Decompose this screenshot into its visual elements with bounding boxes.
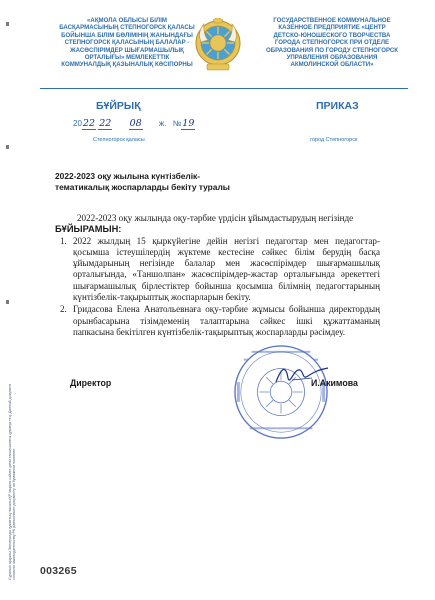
header-kz-line: «АҚМОЛА ОБЛЫСЫ БІЛІМ (87, 17, 167, 24)
header-ru-line: КАЗЕННОЕ ПРЕДПРИЯТИЕ «ЦЕНТР (278, 24, 386, 32)
header-kz-line: БАСҚАРМАСЫНЫҢ СТЕПНОГОРСК ҚАЛАСЫ (59, 24, 195, 32)
date-day: 22 (99, 118, 112, 129)
header-ru-organization (252, 17, 412, 69)
header-kz-line: СТЕПНОГОРСК ҚАЛАСЫНЫҢ БАЛАЛАР - (64, 39, 190, 47)
signer-name: И.Акимова (311, 378, 358, 388)
header-ru-line: АКМОЛИНСКОЙ ОБЛАСТИ» (290, 61, 374, 69)
header-kz-line: ОРТАЛЫҒЫ» МЕМЛЕКЕТТІК (84, 54, 170, 62)
header-kz-line: БОЙЫНША БІЛІМ БӨЛІМІНІҢ ЖАНЫНДАҒЫ (61, 31, 193, 39)
header-kz-organization (52, 17, 202, 69)
title-line: тематикалық жоспарларды бекіту туралы (55, 182, 230, 193)
kazakhstan-emblem-icon (193, 18, 243, 72)
serial-number: 003265 (40, 565, 77, 577)
header-ru-line: ГОРОДА СТЕПНОГОРСК ПРИ ОТДЕЛЕ (274, 39, 390, 47)
header-kz-line: ЖАСӨСПІРІМДЕР ШЫҒАРМАШЫЛЫҚ (70, 46, 184, 54)
place-ru: город Степногорск (310, 137, 358, 143)
header-ru-line: ДЕТСКО-ЮНОШЕСКОГО ТВОРЧЕСТВА (273, 31, 391, 39)
date-and-number (73, 118, 195, 130)
header-ru-line: УПРАВЛЕНИЯ ОБРАЗОВАНИЯ (286, 54, 378, 62)
side-legal-note: Сұраныс арқылы Электронды құжаттың нысаны ҚР заңына сәйкес қағаз тасығыштағы құжатқа тең. Данный документ согласно законодательству РК равнозначен документу на бумажном носителе. (8, 383, 17, 580)
title-line: 2022-2023 оқу жылына күнтізбелік- (55, 171, 201, 181)
item-text: 2022 жылдың 15 қыркүйегіне дейін негізгі педагогтар мен педагогтар-қосымша істеушілердің жүктеме кестесіне сәйкес білім берудің басқа ұйымдарының негізінде балалар мен жасөспірімдер шығармашылық орталығында, «Таншолпан» жасөспірімдер-жастар орталығында әрекеттегі шығармашылық бірлестіктер бойынша қосымша білімнің педагогтарының күнтізбелік-тақырыптық жоспарларын бекіту. (73, 235, 380, 303)
edge-mark (6, 300, 9, 304)
header-ru-line: ГОСУДАРСТВЕННОЕ КОММУНАЛЬНОЕ (273, 17, 391, 24)
item-number: 1. (60, 235, 67, 246)
document-type-kz: БҰЙРЫҚ (96, 100, 141, 112)
order-word: БҰЙЫРАМЫН: (55, 224, 122, 235)
header-ru-line: ОБРАЗОВАНИЯ ПО ГОРОДУ СТЕПНОГОРСК (265, 46, 399, 54)
header-divider (40, 88, 408, 89)
document-type-ru: ПРИКАЗ (316, 100, 359, 112)
header-kz-line: КОММУНАЛДЫҚ ҚАЗЫНАЛЫҚ КӘСІПОРНЫ (61, 61, 193, 69)
item-number: 2. (60, 304, 67, 315)
document-number: 19 (182, 118, 195, 129)
order-item (55, 304, 380, 338)
edge-mark (6, 22, 9, 26)
date-suffix: ж. (158, 119, 167, 128)
item-text: Гридасова Елена Анатольевнаға оқу-тәрбие жұмысы бойынша директордың орынбасарына тізімдеменің талаптарына сәйкес ішкі құжаттаманың папкасына бекітілген күнтізбелік-тақырыптық жоспарларды рәсімдеу. (73, 304, 380, 337)
number-sign: № (172, 119, 182, 128)
date-month: 08 (129, 118, 142, 129)
date-prefix: 20 (73, 119, 82, 128)
order-item (55, 236, 380, 304)
body-intro: 2022-2023 оқу жылында оқу-тәрбие үрдісін ұйымдастырудың негізінде (77, 213, 354, 223)
place-kz: Степногорск қаласы (93, 137, 145, 143)
document-body (55, 213, 380, 339)
order-items (55, 236, 380, 339)
date-year-suffix: 22 (82, 118, 95, 129)
signer-position: Директор (70, 378, 112, 388)
round-seal-stamp-icon (232, 343, 330, 441)
edge-mark (6, 145, 9, 149)
document-title (55, 171, 305, 194)
